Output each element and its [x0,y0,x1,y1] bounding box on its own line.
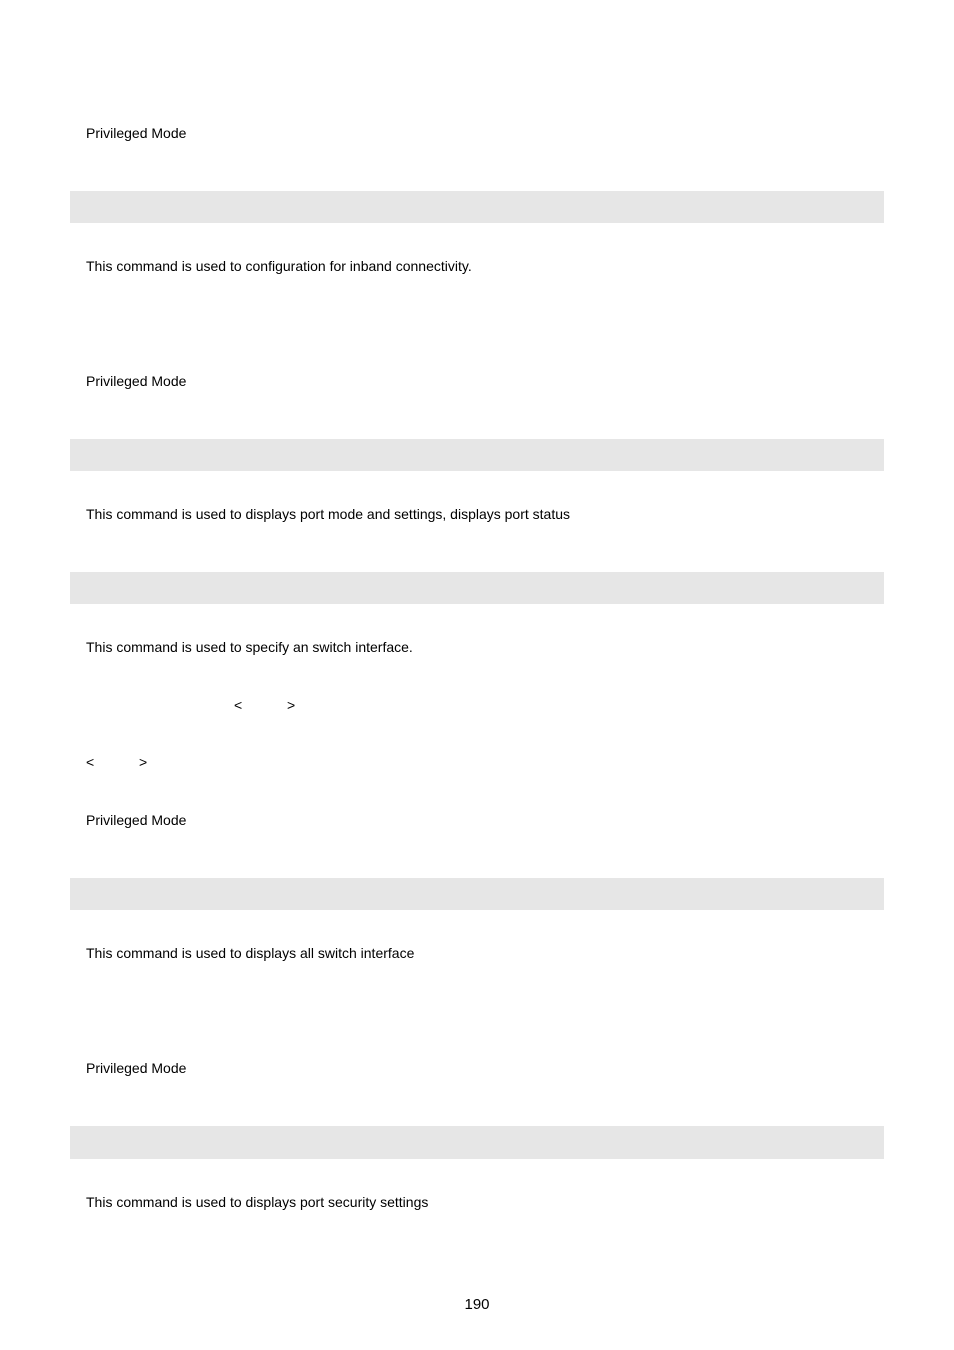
command-mode: Privileged Mode [86,373,187,389]
page-number: 190 [464,1296,490,1313]
syntax-open-bracket: < [234,697,243,713]
command-description: This command is used to displays port security settings [86,1194,429,1210]
parameter-open-bracket: < [86,754,95,770]
command-description: This command is used to displays port mode and settings, displays port status [86,506,571,522]
command-description: This command is used to specify an switch interface. [86,639,413,655]
command-mode: Privileged Mode [86,1060,187,1076]
command-header-bar [70,572,884,604]
command-header-bar [70,439,884,471]
command-header-bar [70,1126,884,1159]
parameter-close-bracket: > [139,754,148,770]
command-description: This command is used to displays all switch interface [86,945,415,961]
command-header-bar [70,878,884,910]
syntax-close-bracket: > [287,697,296,713]
command-mode: Privileged Mode [86,812,187,828]
command-header-bar [70,191,884,223]
command-mode: Privileged Mode [86,125,187,141]
command-description: This command is used to configuration for inband connectivity. [86,258,472,274]
